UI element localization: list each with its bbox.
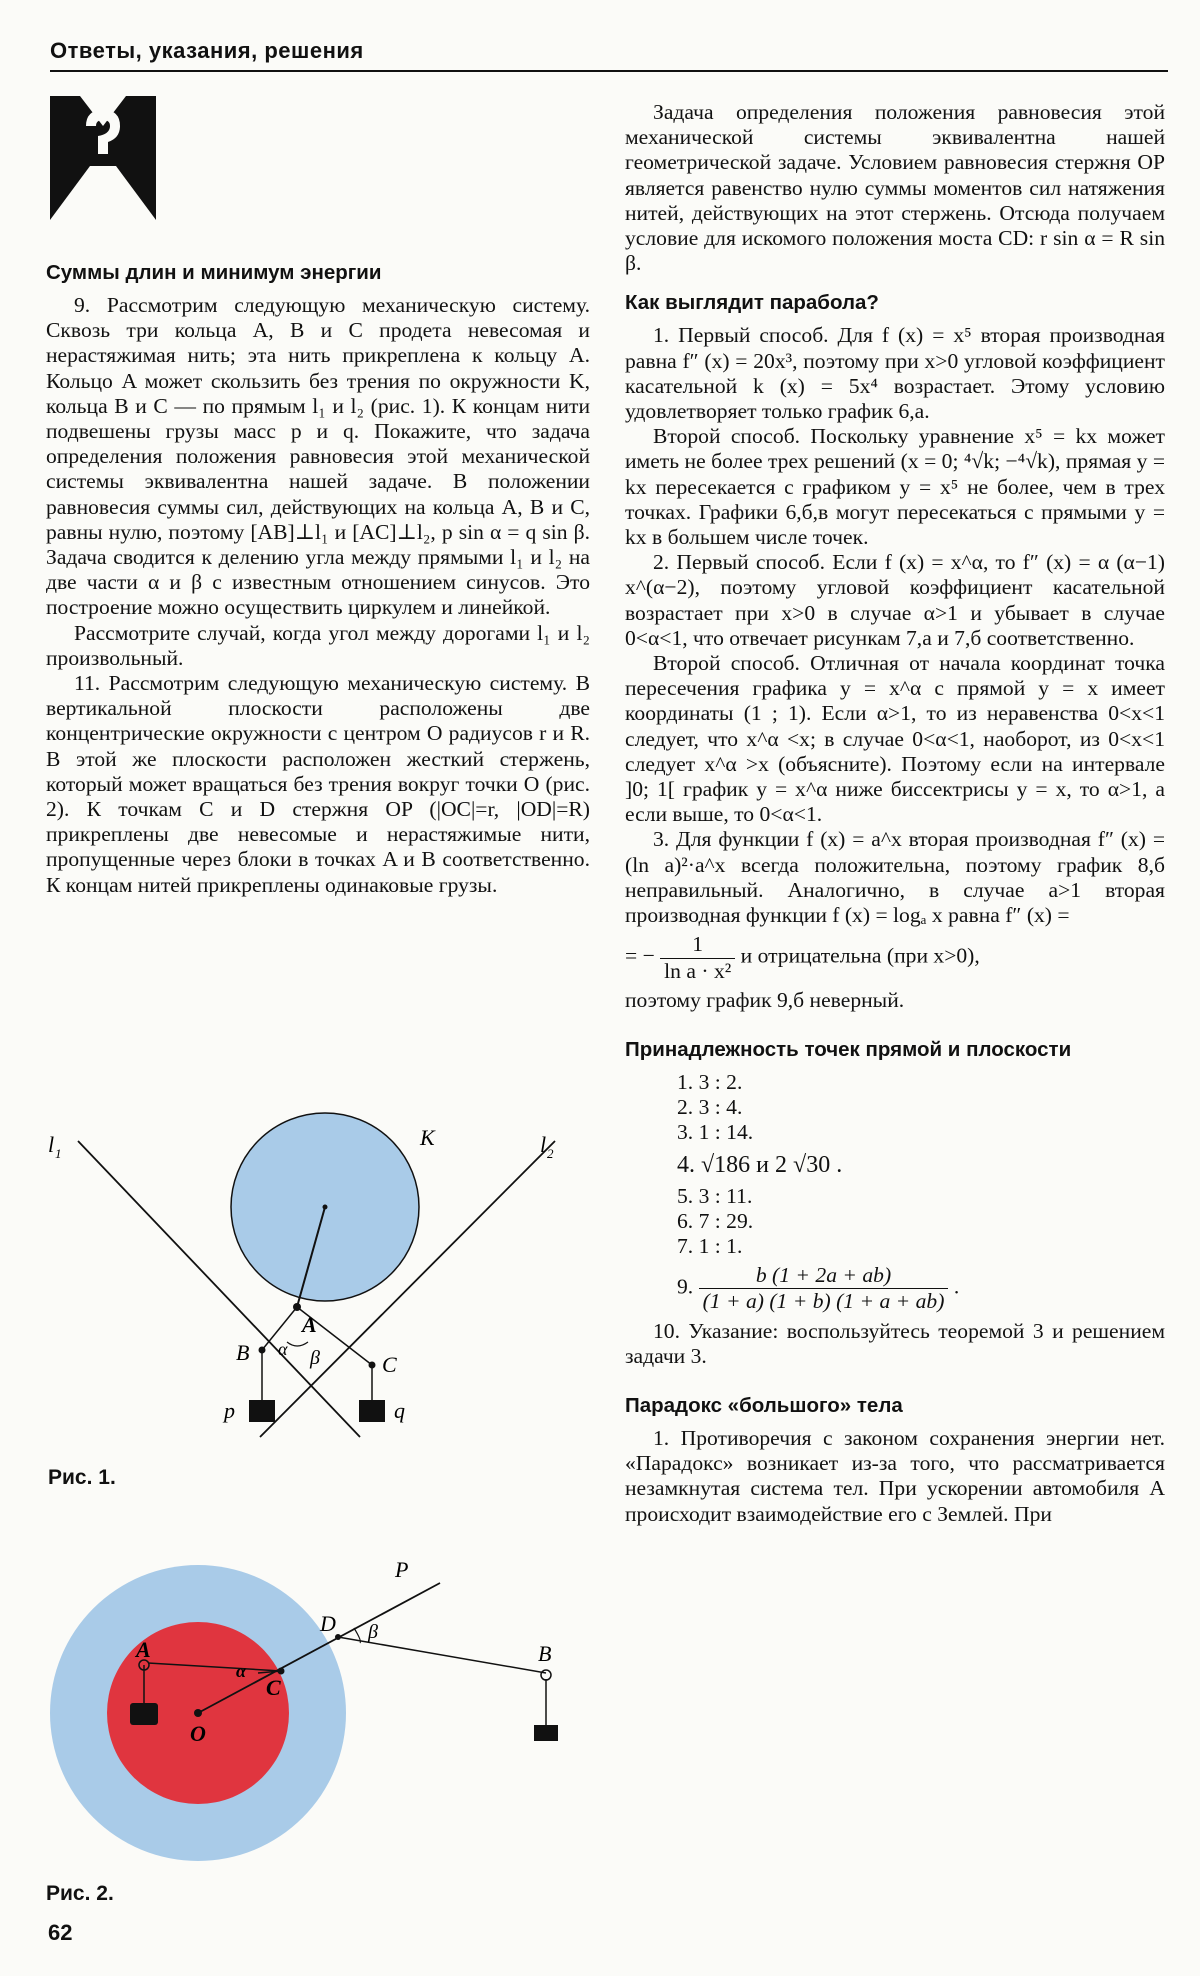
- answer-10: 10. Указание: воспользуйтесь теоремой 3 и решением задачи 3.: [625, 1318, 1165, 1368]
- label-b-2: B: [538, 1641, 552, 1666]
- parabola-par-1: 1. Первый способ. Для f (x) = x⁵ вторая производная равна f″ (x) = 20x³, поэтому при x>0 угловой коэффициент касательной k (x) = 5x⁴ возрастает. Этому условию удовлетворяет только график 6,a.: [625, 323, 1165, 424]
- label-p: p: [224, 1398, 235, 1423]
- formula-numerator: 1: [660, 932, 735, 958]
- parabola-formula: [625, 932, 1165, 983]
- parabola-par-5: 3. Для функции f (x) = a^x вторая производная f″ (x) = (ln a)²·a^x всегда положительна, поэтому график 8,б неправильный. Аналогично, в случае a>1 вторая производная функции f (x) = logₐ x равна f″ (x) =: [625, 827, 1165, 928]
- left-column: [46, 260, 590, 898]
- label-l2: l: [540, 1132, 547, 1157]
- page-number: 62: [48, 1920, 73, 1945]
- label-p-2: P: [395, 1557, 409, 1582]
- label-l2-sub: 2: [547, 1146, 554, 1161]
- answer-item: 7. 1 : 1.: [677, 1233, 743, 1258]
- question-logo-icon: [50, 96, 156, 220]
- label-c: C: [382, 1352, 397, 1377]
- label-b: B: [236, 1340, 250, 1365]
- figure-2: [40, 1545, 600, 1875]
- label-l1: l: [48, 1132, 55, 1157]
- label-o: O: [190, 1721, 206, 1746]
- problem-9-text: 9. Рассмотрим следующую механическую систему. Сквозь три кольца A, B и C продета невесомая и нерастяжимая нить; эта нить прикреплена к кольцу A. Кольцо A может скользить без трения по окружности K, кольца B и C — по прямым l₁ и l₂ (рис. 1). К концам нити подвешены грузы масс p и q. Покажите, что задача определения положения равновесия этой механической системы эквивалентна нашей задаче. В положении равновесия суммы сил, действующих на кольца A, B и C, равны нулю, поэтому [AB]⊥l₁ и [AC]⊥l₂, p sin α = q sin β. Задача сводится к делению угла между прямыми l₁ и l₂ на две части α и β с известным отношением синусов. Это построение можно осуществить циркулем и линейкой.: [46, 293, 590, 620]
- answer-item: 5. 3 : 11.: [677, 1183, 753, 1208]
- answer-item: 1. 3 : 2.: [677, 1069, 743, 1094]
- paradox-par-1: 1. Противоречия с законом сохранения энергии нет. «Парадокс» возникает из-за того, что рассматривается незамкнутая система тел. При ускорении автомобиля A происходит взаимодействие его с Землей. При: [625, 1425, 1165, 1526]
- section-title-parabola: Как выглядит парабола?: [625, 291, 879, 315]
- problem-11-text: 11. Рассмотрим следующую механическую систему. В вертикальной плоскости расположены две концентрические окружности с центром O радиусов r и R. В этой же плоскости расположен жесткий стержень, который может вращаться без трения вокруг точки O (рис. 2). К точкам C и D стержня OP (|OC|=r, |OD|=R) прикреплены две невесомые и нерастяжимые нити, пропущенные через блоки в точках A и B соответственно. К концам нитей прикреплены одинаковые грузы.: [46, 671, 590, 897]
- answer-9: 9. $\frac{b (1 + 2a + ab)}{(1 + a) (1 + b) (1 + a + ab)}$ .: [677, 1263, 960, 1314]
- answer-9-fraction: [699, 1263, 949, 1314]
- section-title-points: Принадлежность точек прямой и плоскости: [625, 1037, 1072, 1061]
- parabola-par-2: Второй способ. Поскольку уравнение x⁵ = kx может иметь не более трех решений (x = 0; ⁴√k; −⁴√k), прямая y = kx пересекается с графиком y = x⁵ не более, чем в трех точках. Графики 6,б,в могут пересекаться с прямыми y = kx в большем числе точек.: [625, 424, 1165, 550]
- fig2-caption: Рис. 2.: [46, 1882, 114, 1905]
- parabola-par-4: Второй способ. Отличная от начала координат точка пересечения графика y = x^α с прямой y = x имеет координаты (1 ; 1). Если α>1, то из неравенства 0<x<1 следует, что x^α <x; в случае 0<α<1, наоборот, из 0<x<1 следует x^α >x (объясните). Поэтому если на интервале ]0; 1[ график y = x^α ниже биссектрисы y = x, то α>1, а если выше, то 0<α<1.: [625, 651, 1165, 827]
- label-beta-2: β: [368, 1621, 378, 1643]
- label-q: q: [394, 1398, 405, 1423]
- answer-item: 2. 3 : 4.: [677, 1095, 743, 1120]
- section-title-sums: Суммы длин и минимум энергии: [46, 261, 382, 284]
- formula-suffix: и отрицательна (при x>0),: [740, 943, 980, 968]
- answer-item: 6. 7 : 29.: [677, 1208, 754, 1233]
- answer-item: 3. 1 : 14.: [677, 1120, 754, 1145]
- formula-prefix: = −: [625, 943, 655, 968]
- weight-b: [534, 1725, 558, 1741]
- answer-9-label: 9.: [677, 1274, 694, 1299]
- right-column: [625, 100, 1165, 1527]
- label-l1-sub: 1: [55, 1146, 62, 1161]
- problem-11-continuation: Задача определения положения равновесия этой механической системы эквивалентна нашей геометрической задаче. Условием равновесия стержня OP является равенство нулю суммы моментов сил натяжения нитей, действующих на этот стержень. Отсюда получаем условие для искомого положения моста CD: r sin α = R sin β.: [625, 100, 1165, 276]
- label-a: A: [302, 1312, 317, 1337]
- parabola-par-3: 2. Первый способ. Если f (x) = x^α, то f″ (x) = α (α−1) x^(α−2), поэтому угловой коэффициент касательной возрастает при x>0 в случае α>1 и убывает в случае 0<α<1, что отвечает рисункам 7,a и 7,б соответственно.: [625, 550, 1165, 650]
- pulley-b: [541, 1670, 551, 1680]
- figure-1: [40, 1110, 600, 1450]
- label-d: D: [320, 1611, 336, 1636]
- label-alpha: α: [278, 1339, 288, 1359]
- parabola-par-6: поэтому график 9,б неверный.: [625, 987, 905, 1012]
- section-title-paradox: Парадокс «большого» тела: [625, 1393, 903, 1417]
- label-alpha-2: α: [236, 1661, 246, 1681]
- page-header: [50, 38, 1168, 72]
- label-beta: β: [310, 1347, 320, 1369]
- answer-item: 4. √186 и 2 √30 .: [677, 1151, 843, 1178]
- fig1-caption: Рис. 1.: [48, 1466, 116, 1489]
- case-hint-text: Рассмотрите случай, когда угол между дорогами l₁ и l₂ произвольный.: [46, 620, 590, 670]
- answers-list: [625, 1070, 1165, 1315]
- weight-q: [359, 1400, 385, 1422]
- label-k: K: [420, 1125, 435, 1150]
- label-a-2: A: [136, 1637, 151, 1662]
- formula-denominator: ln a · x²: [664, 958, 732, 983]
- weight-a: [130, 1703, 158, 1725]
- running-head: Ответы, указания, решения: [50, 38, 364, 63]
- weight-p: [249, 1400, 275, 1422]
- formula-fraction: [660, 932, 735, 983]
- answer-9-denominator: (1 + a) (1 + b) (1 + a + ab): [702, 1289, 945, 1314]
- answer-9-numerator: b (1 + 2a + ab): [699, 1263, 949, 1289]
- label-c-2: C: [266, 1675, 281, 1700]
